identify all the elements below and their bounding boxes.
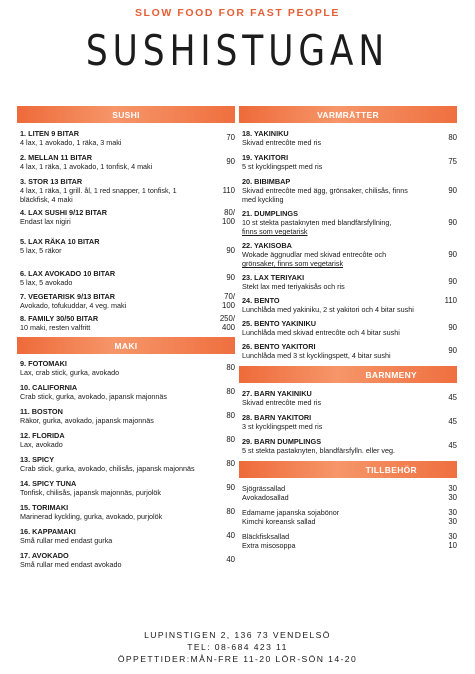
item-desc: Lunchlåda med yakiniku, 2 st yakitori och 4 bitar sushi bbox=[242, 305, 414, 314]
item-desc: Lax, avokado bbox=[20, 440, 63, 449]
item-price: 80 bbox=[226, 507, 235, 516]
item-price: 75 bbox=[448, 157, 457, 166]
item-desc: 4 lax, 1 räka, 1 avokado, 1 tonfisk, 4 maki bbox=[20, 162, 153, 171]
item-desc: 10 st stekta pastaknyten med blandfärsfyllning, bbox=[242, 218, 392, 227]
side-item bbox=[239, 493, 457, 502]
item-price: 45 bbox=[448, 417, 457, 426]
item-name: 20. BIBIMBAP bbox=[242, 177, 291, 186]
item-name: 2. MELLAN 11 BITAR bbox=[20, 153, 93, 162]
menu-item-18 bbox=[239, 129, 457, 147]
menu-item-6 bbox=[17, 269, 235, 287]
item-desc: Skivad entrecôte med ris bbox=[242, 398, 322, 407]
item-name: 23. LAX TERIYAKI bbox=[242, 273, 305, 282]
item-desc: Stekt lax med teriyakisås och ris bbox=[242, 282, 345, 291]
menu-item-19 bbox=[239, 153, 457, 171]
item-price: 80 bbox=[448, 133, 457, 142]
item-name: 29. BARN DUMPLINGS bbox=[242, 437, 322, 446]
item-name: 9. FOTOMAKI bbox=[20, 359, 67, 368]
menu-item-21 bbox=[239, 209, 457, 236]
menu-item-15 bbox=[17, 503, 235, 521]
item-desc: Wokade äggnudlar med skivad entrecôte och bbox=[242, 250, 387, 259]
menu-item-27 bbox=[239, 389, 457, 407]
side-desc: Avokadosallad bbox=[242, 493, 289, 502]
restaurant-logo: SUSHISTUGAN bbox=[85, 26, 390, 75]
item-desc: 5 lax, 5 räkor bbox=[20, 246, 62, 255]
menu-item-23 bbox=[239, 273, 457, 291]
left-column bbox=[17, 106, 235, 569]
side-price: 10 bbox=[448, 541, 457, 550]
item-desc: Marinerad kyckling, gurka, avokado, purjolök bbox=[20, 512, 163, 521]
menu-item-3 bbox=[17, 177, 235, 204]
item-desc: Räkor, gurka, avokado, japansk majonnäs bbox=[20, 416, 154, 425]
item-price: 40 bbox=[226, 531, 235, 540]
section-header-maki: MAKI bbox=[17, 337, 235, 354]
price-line: 400 bbox=[221, 323, 235, 332]
item-name: 12. FLORIDA bbox=[20, 431, 65, 440]
item-price bbox=[213, 292, 235, 310]
item-desc: med kyckling bbox=[242, 195, 284, 204]
side-desc: Edamame japanska sojabönor bbox=[242, 508, 340, 517]
item-price: 90 bbox=[448, 277, 457, 286]
item-name: 22. YAKISOBA bbox=[242, 241, 292, 250]
item-price: 90 bbox=[448, 186, 457, 195]
item-price: 110 bbox=[444, 296, 457, 305]
item-price: 90 bbox=[226, 483, 235, 492]
item-price: 40 bbox=[226, 555, 235, 564]
item-name: 3. STOR 13 BITAR bbox=[20, 177, 83, 186]
section-header-barnmeny: BARNMENY bbox=[239, 366, 457, 383]
item-price: 45 bbox=[448, 393, 457, 402]
menu-item-26 bbox=[239, 342, 457, 360]
menu-item-28 bbox=[239, 413, 457, 431]
item-desc: Små rullar med endast gurka bbox=[20, 536, 113, 545]
menu-item-14 bbox=[17, 479, 235, 497]
item-price: 80 bbox=[226, 435, 235, 444]
menu-item-5 bbox=[17, 237, 235, 255]
item-name: 5. LAX RÄKA 10 BITAR bbox=[20, 237, 100, 246]
side-desc: Bläckfisksallad bbox=[242, 532, 290, 541]
side-desc: Extra misosoppa bbox=[242, 541, 296, 550]
item-desc: Avokado, tofukuddar, 4 veg. maki bbox=[20, 301, 127, 310]
item-desc: Skivad entrecôte med ris bbox=[242, 138, 322, 147]
item-price: 45 bbox=[448, 441, 457, 450]
item-desc: 5 lax, 5 avokado bbox=[20, 278, 73, 287]
item-desc: grönsaker, finns som vegetarisk bbox=[242, 259, 344, 268]
item-name: 15. TORIMAKI bbox=[20, 503, 69, 512]
menu-item-9 bbox=[17, 359, 235, 377]
menu-item-12 bbox=[17, 431, 235, 449]
item-price: 90 bbox=[448, 346, 457, 355]
footer-hours: ÖPPETTIDER:MÅN-FRE 11-20 LÖR-SÖN 14-20 bbox=[117, 654, 358, 664]
side-price: 30 bbox=[448, 493, 457, 502]
tagline: SLOW FOOD FOR FAST PEOPLE bbox=[134, 7, 341, 19]
item-price: 80 bbox=[226, 363, 235, 372]
right-column bbox=[239, 106, 457, 550]
item-desc: 10 maki, resten valfritt bbox=[20, 323, 91, 332]
menu-item-13 bbox=[17, 455, 235, 473]
section-header-sushi: SUSHI bbox=[17, 106, 235, 123]
item-desc: 5 st stekta pastaknyten, blandfärsfylln. eller veg. bbox=[242, 446, 396, 455]
price-line: 80/ bbox=[224, 208, 235, 217]
section-header-tillbehor: TILLBEHÖR bbox=[239, 461, 457, 478]
side-desc: Sjögrässallad bbox=[242, 484, 286, 493]
item-name: 10. CALIFORNIA bbox=[20, 383, 78, 392]
menu-item-1 bbox=[17, 129, 235, 147]
side-item bbox=[239, 532, 457, 541]
item-name: 4. LAX SUSHI 9/12 BITAR bbox=[20, 208, 108, 217]
item-name: 26. BENTO YAKITORI bbox=[242, 342, 316, 351]
menu-item-22 bbox=[239, 241, 457, 268]
item-name: 27. BARN YAKINIKU bbox=[242, 389, 312, 398]
item-price: 90 bbox=[448, 218, 457, 227]
menu-item-7 bbox=[17, 292, 235, 310]
item-desc: Skivad entrecôte med ägg, grönsaker, chilisås, finns bbox=[242, 186, 408, 195]
price-line: 70/ bbox=[224, 292, 235, 301]
item-desc: Lax, crab stick, gurka, avokado bbox=[20, 368, 120, 377]
footer-phone: TEL: 08-684 423 11 bbox=[187, 642, 288, 652]
item-desc: Små rullar med endast avokado bbox=[20, 560, 122, 569]
item-name: 14. SPICY TUNA bbox=[20, 479, 77, 488]
menu-item-29 bbox=[239, 437, 457, 455]
side-item bbox=[239, 517, 457, 526]
item-name: 1. LITEN 9 BITAR bbox=[20, 129, 80, 138]
item-name: 18. YAKINIKU bbox=[242, 129, 289, 138]
item-desc: Endast lax nigiri bbox=[20, 217, 71, 226]
side-item bbox=[239, 541, 457, 550]
item-desc: 5 st kycklingspett med ris bbox=[242, 162, 323, 171]
item-name: 16. KAPPAMAKI bbox=[20, 527, 76, 536]
menu-item-4 bbox=[17, 208, 235, 226]
side-price: 30 bbox=[448, 532, 457, 541]
price-line: 100 bbox=[221, 301, 235, 310]
side-price: 30 bbox=[448, 484, 457, 493]
item-desc: 4 lax, 1 räka, 1 grill. ål, 1 red snapper, 1 tonfisk, 1 bbox=[20, 186, 177, 195]
price-line: 250/ bbox=[219, 314, 235, 323]
item-desc: Lunchlåda med skivad entrecôte och 4 bitar sushi bbox=[242, 328, 400, 337]
footer-address: LUPINSTIGEN 2, 136 73 VENDELSÖ bbox=[144, 630, 331, 640]
item-name: 6. LAX AVOKADO 10 BITAR bbox=[20, 269, 116, 278]
item-desc: Tonfisk, chilisås, japansk majonnäs, purjolök bbox=[20, 488, 162, 497]
item-name: 25. BENTO YAKINIKU bbox=[242, 319, 317, 328]
item-price: 90 bbox=[226, 157, 235, 166]
menu-item-17 bbox=[17, 551, 235, 569]
item-price: 90 bbox=[226, 273, 235, 282]
item-desc: 4 lax, 1 avokado, 1 räka, 3 maki bbox=[20, 138, 122, 147]
menu-item-2 bbox=[17, 153, 235, 171]
item-desc: Crab stick, gurka, avokado, chilisås, japansk majonnäs bbox=[20, 464, 195, 473]
item-desc: 3 st kycklingspett med ris bbox=[242, 422, 323, 431]
menu-item-16 bbox=[17, 527, 235, 545]
item-price bbox=[213, 208, 235, 226]
menu-item-24 bbox=[239, 296, 457, 314]
item-price: 90 bbox=[448, 250, 457, 259]
item-price: 80 bbox=[226, 387, 235, 396]
side-price: 30 bbox=[448, 517, 457, 526]
item-name: 21. DUMPLINGS bbox=[242, 209, 298, 218]
menu-item-20 bbox=[239, 177, 457, 204]
item-name: 11. BOSTON bbox=[20, 407, 63, 416]
item-price: 70 bbox=[226, 133, 235, 142]
item-name: 8. FAMILY 30/50 BITAR bbox=[20, 314, 99, 323]
item-price bbox=[213, 314, 235, 332]
menu-item-10 bbox=[17, 383, 235, 401]
menu-item-8 bbox=[17, 314, 235, 332]
menu-item-11 bbox=[17, 407, 235, 425]
side-item bbox=[239, 484, 457, 493]
item-desc: bläckfisk, 4 maki bbox=[20, 195, 73, 204]
side-desc: Kimchi koreansk sallad bbox=[242, 517, 316, 526]
item-desc: finns som vegetarisk bbox=[242, 227, 308, 236]
price-line: 100 bbox=[221, 217, 235, 226]
item-desc: Lunchlåda med 3 st kycklingspett, 4 bitar sushi bbox=[242, 351, 391, 360]
menu-item-25 bbox=[239, 319, 457, 337]
item-name: 24. BENTO bbox=[242, 296, 280, 305]
item-name: 28. BARN YAKITORI bbox=[242, 413, 312, 422]
item-price: 80 bbox=[226, 459, 235, 468]
side-price: 30 bbox=[448, 508, 457, 517]
item-name: 7. VEGETARISK 9/13 BITAR bbox=[20, 292, 116, 301]
item-name: 17. AVOKADO bbox=[20, 551, 69, 560]
side-item bbox=[239, 508, 457, 517]
item-name: 13. SPICY bbox=[20, 455, 55, 464]
item-price: 90 bbox=[226, 246, 235, 255]
item-desc: Crab stick, gurka, avokado, japansk majonnäs bbox=[20, 392, 168, 401]
section-header-varmratter: VARMRÄTTER bbox=[239, 106, 457, 123]
item-price: 80 bbox=[226, 411, 235, 420]
item-name: 19. YAKITORI bbox=[242, 153, 289, 162]
item-price: 110 bbox=[222, 186, 235, 195]
item-price: 90 bbox=[448, 323, 457, 332]
